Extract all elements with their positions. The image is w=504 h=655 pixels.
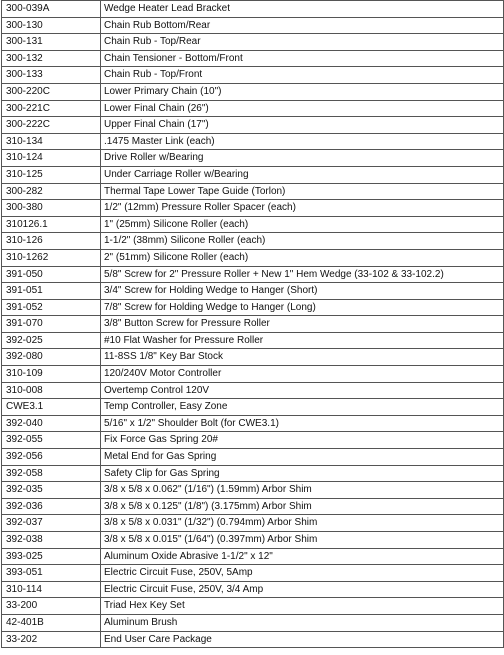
table-row <box>2 581 504 598</box>
part-description-cell: 3/8" Button Screw for Pressure Roller <box>101 316 504 333</box>
part-description-cell: 1" (25mm) Silicone Roller (each) <box>101 216 504 233</box>
part-number-cell: 300-282 <box>2 183 101 200</box>
table-row <box>2 150 504 167</box>
part-description-cell: Under Carriage Roller w/Bearing <box>101 166 504 183</box>
part-description-cell: Lower Primary Chain (10") <box>101 83 504 100</box>
table-row <box>2 67 504 84</box>
part-description-cell: Thermal Tape Lower Tape Guide (Torlon) <box>101 183 504 200</box>
table-row <box>2 532 504 549</box>
table-row <box>2 449 504 466</box>
part-description-cell: Drive Roller w/Bearing <box>101 150 504 167</box>
table-row <box>2 399 504 416</box>
part-description-cell: Safety Clip for Gas Spring <box>101 465 504 482</box>
table-row <box>2 200 504 217</box>
part-description-cell: 3/8 x 5/8 x 0.015" (1/64") (0.397mm) Arbor Shim <box>101 532 504 549</box>
part-number-cell: 392-080 <box>2 349 101 366</box>
part-number-cell: 392-037 <box>2 515 101 532</box>
part-description-cell: Aluminum Oxide Abrasive 1-1/2" x 12" <box>101 548 504 565</box>
part-description-cell: 7/8" Screw for Holding Wedge to Hanger (Long) <box>101 299 504 316</box>
table-row <box>2 83 504 100</box>
part-number-cell: 310-124 <box>2 150 101 167</box>
part-description-cell: End User Care Package <box>101 631 504 648</box>
part-number-cell: 310-114 <box>2 581 101 598</box>
table-row <box>2 498 504 515</box>
part-number-cell: CWE3.1 <box>2 399 101 416</box>
part-description-cell: 5/16" x 1/2" Shoulder Bolt (for CWE3.1) <box>101 415 504 432</box>
part-number-cell: 300-132 <box>2 50 101 67</box>
part-number-cell: 392-025 <box>2 332 101 349</box>
part-number-cell: 310-134 <box>2 133 101 150</box>
table-row <box>2 133 504 150</box>
part-number-cell: 300-222C <box>2 117 101 134</box>
part-number-cell: 391-070 <box>2 316 101 333</box>
part-number-cell: 392-058 <box>2 465 101 482</box>
table-row <box>2 233 504 250</box>
table-row <box>2 316 504 333</box>
table-row <box>2 283 504 300</box>
table-row <box>2 614 504 631</box>
part-number-cell: 310-109 <box>2 366 101 383</box>
table-row <box>2 34 504 51</box>
part-number-cell: 391-050 <box>2 266 101 283</box>
table-row <box>2 266 504 283</box>
table-row <box>2 100 504 117</box>
part-number-cell: 42-401B <box>2 614 101 631</box>
part-description-cell: #10 Flat Washer for Pressure Roller <box>101 332 504 349</box>
part-number-cell: 392-056 <box>2 449 101 466</box>
table-row <box>2 382 504 399</box>
table-row <box>2 299 504 316</box>
part-description-cell: Temp Controller, Easy Zone <box>101 399 504 416</box>
part-number-cell: 310-1262 <box>2 249 101 266</box>
table-row <box>2 349 504 366</box>
part-number-cell: 33-202 <box>2 631 101 648</box>
part-description-cell: Chain Rub - Top/Rear <box>101 34 504 51</box>
part-description-cell: 120/240V Motor Controller <box>101 366 504 383</box>
part-number-cell: 310-008 <box>2 382 101 399</box>
parts-table-body <box>2 1 504 648</box>
table-row <box>2 166 504 183</box>
part-description-cell: 1-1/2" (38mm) Silicone Roller (each) <box>101 233 504 250</box>
part-number-cell: 310126.1 <box>2 216 101 233</box>
table-row <box>2 216 504 233</box>
part-description-cell: 2" (51mm) Silicone Roller (each) <box>101 249 504 266</box>
part-number-cell: 33-200 <box>2 598 101 615</box>
table-row <box>2 548 504 565</box>
part-description-cell: Fix Force Gas Spring 20# <box>101 432 504 449</box>
part-description-cell: 5/8" Screw for 2" Pressure Roller + New 1" Hem Wedge (33-102 & 33-102.2) <box>101 266 504 283</box>
part-number-cell: 300-221C <box>2 100 101 117</box>
part-number-cell: 310-126 <box>2 233 101 250</box>
table-row <box>2 366 504 383</box>
part-description-cell: Electric Circuit Fuse, 250V, 5Amp <box>101 565 504 582</box>
table-row <box>2 482 504 499</box>
part-number-cell: 393-025 <box>2 548 101 565</box>
part-number-cell: 392-035 <box>2 482 101 499</box>
part-description-cell: 3/8 x 5/8 x 0.125" (1/8") (3.175mm) Arbor Shim <box>101 498 504 515</box>
table-row <box>2 631 504 648</box>
part-number-cell: 392-038 <box>2 532 101 549</box>
table-row <box>2 183 504 200</box>
part-description-cell: .1475 Master Link (each) <box>101 133 504 150</box>
part-description-cell: 3/8 x 5/8 x 0.031" (1/32") (0.794mm) Arbor Shim <box>101 515 504 532</box>
table-row <box>2 117 504 134</box>
part-description-cell: Wedge Heater Lead Bracket <box>101 1 504 18</box>
part-description-cell: Aluminum Brush <box>101 614 504 631</box>
part-description-cell: Electric Circuit Fuse, 250V, 3/4 Amp <box>101 581 504 598</box>
part-number-cell: 300-220C <box>2 83 101 100</box>
part-description-cell: Chain Tensioner - Bottom/Front <box>101 50 504 67</box>
table-row <box>2 249 504 266</box>
part-number-cell: 392-040 <box>2 415 101 432</box>
part-description-cell: 11-8SS 1/8" Key Bar Stock <box>101 349 504 366</box>
table-row <box>2 50 504 67</box>
part-description-cell: 3/4" Screw for Holding Wedge to Hanger (Short) <box>101 283 504 300</box>
table-row <box>2 432 504 449</box>
table-row <box>2 598 504 615</box>
part-description-cell: Metal End for Gas Spring <box>101 449 504 466</box>
part-description-cell: Chain Rub - Top/Front <box>101 67 504 84</box>
part-number-cell: 300-039A <box>2 1 101 18</box>
part-description-cell: 3/8 x 5/8 x 0.062" (1/16") (1.59mm) Arbor Shim <box>101 482 504 499</box>
table-row <box>2 565 504 582</box>
part-number-cell: 391-051 <box>2 283 101 300</box>
part-number-cell: 300-130 <box>2 17 101 34</box>
part-number-cell: 392-055 <box>2 432 101 449</box>
part-description-cell: Lower Final Chain (26") <box>101 100 504 117</box>
table-row <box>2 17 504 34</box>
part-description-cell: 1/2" (12mm) Pressure Roller Spacer (each) <box>101 200 504 217</box>
table-row <box>2 515 504 532</box>
part-number-cell: 300-380 <box>2 200 101 217</box>
part-number-cell: 392-036 <box>2 498 101 515</box>
part-description-cell: Overtemp Control 120V <box>101 382 504 399</box>
part-number-cell: 300-131 <box>2 34 101 51</box>
parts-table <box>1 0 504 648</box>
table-row <box>2 1 504 18</box>
table-row <box>2 465 504 482</box>
part-description-cell: Triad Hex Key Set <box>101 598 504 615</box>
part-description-cell: Upper Final Chain (17") <box>101 117 504 134</box>
part-number-cell: 393-051 <box>2 565 101 582</box>
part-number-cell: 391-052 <box>2 299 101 316</box>
part-number-cell: 300-133 <box>2 67 101 84</box>
part-number-cell: 310-125 <box>2 166 101 183</box>
table-row <box>2 415 504 432</box>
part-description-cell: Chain Rub Bottom/Rear <box>101 17 504 34</box>
table-row <box>2 332 504 349</box>
